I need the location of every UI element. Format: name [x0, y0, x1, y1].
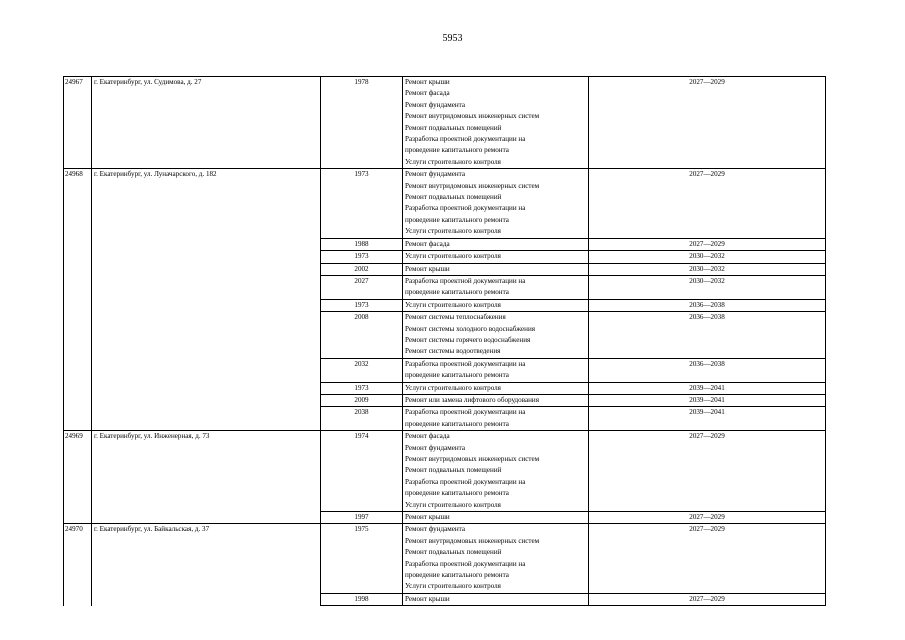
year-cell: 1988 [321, 238, 403, 250]
work-types-cell [403, 593, 589, 605]
work-type-line: Услуги строительного контроля [405, 227, 501, 236]
work-type-line: проведение капитального ремонта [405, 489, 509, 498]
work-type-line: Разработка проектной документации на [405, 276, 526, 285]
work-type-line: Ремонт системы теплоснабжения [405, 313, 506, 322]
work-types-cell [403, 524, 589, 593]
work-type-line: Ремонт подвальных помещений [405, 123, 502, 132]
work-types-cell [403, 238, 589, 250]
work-type-line: проведение капитального ремонта [405, 371, 509, 380]
planned-period-cell: 2027—2029 [589, 524, 826, 593]
planned-period-cell: 2036—2038 [589, 358, 826, 382]
work-type-line: Ремонт внутридомовых инженерных систем [405, 112, 540, 121]
year-cell: 2002 [321, 263, 403, 275]
year-cell: 1974 [321, 431, 403, 512]
work-type-line: Услуги строительного контроля [405, 300, 501, 309]
work-type-line: Ремонт фундамента [405, 170, 465, 179]
work-type-line: Ремонт подвальных помещений [405, 466, 502, 475]
planned-period-cell: 2027—2029 [589, 512, 826, 524]
year-cell: 2027 [321, 275, 403, 299]
work-types-cell [403, 512, 589, 524]
work-type-line: Ремонт крыши [405, 594, 450, 603]
address-cell: г. Екатеринбург, ул. Байкальская, д. 37 [92, 524, 321, 606]
address-cell: г. Екатеринбург, ул. Инженерная, д. 73 [92, 431, 321, 524]
table-row [64, 77, 826, 169]
address-cell: г. Екатеринбург, ул. Луначарского, д. 182 [92, 169, 321, 431]
work-type-line: Услуги строительного контроля [405, 500, 501, 509]
work-types-cell [403, 358, 589, 382]
year-cell: 2038 [321, 407, 403, 431]
work-type-line: Ремонт крыши [405, 78, 450, 86]
capital-repair-table [63, 76, 826, 606]
work-type-line: Разработка проектной документации на [405, 477, 526, 486]
object-number-cell: 24969 [64, 431, 92, 524]
program-table-container [63, 76, 826, 606]
work-types-cell [403, 394, 589, 406]
work-types-cell [403, 431, 589, 512]
work-type-line: проведение капитального ремонта [405, 419, 509, 428]
work-type-line: Ремонт фундамента [405, 525, 465, 534]
work-types-cell [403, 407, 589, 431]
work-types-cell [403, 77, 589, 169]
work-type-line: Разработка проектной документации на [405, 559, 526, 568]
work-type-line: Услуги строительного контроля [405, 383, 501, 392]
work-type-line: Ремонт фундамента [405, 443, 465, 452]
work-type-line: Ремонт крыши [405, 513, 450, 522]
work-type-line: Ремонт системы холодного водоснабжения [405, 324, 536, 333]
planned-period-cell: 2030—2032 [589, 251, 826, 263]
planned-period-cell: 2039—2041 [589, 394, 826, 406]
object-number-cell: 24970 [64, 524, 92, 606]
work-type-line: Услуги строительного контроля [405, 582, 501, 591]
planned-period-cell: 2027—2029 [589, 238, 826, 250]
work-type-line: Ремонт внутридомовых инженерных систем [405, 181, 540, 190]
year-cell: 1973 [321, 251, 403, 263]
table-body [64, 77, 826, 606]
year-cell: 1973 [321, 382, 403, 394]
work-type-line: Разработка проектной документации на [405, 135, 526, 144]
work-type-line: Ремонт фасада [405, 89, 450, 98]
work-types-cell [403, 312, 589, 359]
year-cell: 1998 [321, 593, 403, 605]
object-number-cell: 24967 [64, 77, 92, 169]
work-types-cell [403, 251, 589, 263]
work-type-line: Ремонт внутридомовых инженерных систем [405, 536, 540, 545]
work-type-line: Ремонт фасада [405, 432, 450, 441]
work-type-line: Ремонт подвальных помещений [405, 193, 502, 202]
work-type-line: Услуги строительного контроля [405, 252, 501, 261]
planned-period-cell: 2036—2038 [589, 299, 826, 311]
work-type-line: Ремонт крыши [405, 264, 450, 273]
year-cell: 1997 [321, 512, 403, 524]
planned-period-cell: 2039—2041 [589, 407, 826, 431]
year-cell: 1973 [321, 169, 403, 238]
work-types-cell [403, 275, 589, 299]
year-cell: 2008 [321, 312, 403, 359]
planned-period-cell: 2030—2032 [589, 263, 826, 275]
work-type-line: Ремонт или замена лифтового оборудования [405, 395, 539, 404]
work-type-line: Услуги строительного контроля [405, 157, 501, 166]
planned-period-cell: 2027—2029 [589, 431, 826, 512]
table-row [64, 169, 826, 238]
year-cell: 1973 [321, 299, 403, 311]
planned-period-cell: 2027—2029 [589, 593, 826, 605]
work-type-line: проведение капитального ремонта [405, 146, 509, 155]
table-row [64, 431, 826, 512]
year-cell: 1978 [321, 77, 403, 169]
year-cell: 1975 [321, 524, 403, 593]
planned-period-cell: 2036—2038 [589, 312, 826, 359]
year-cell: 2032 [321, 358, 403, 382]
work-types-cell [403, 299, 589, 311]
object-number-cell: 24968 [64, 169, 92, 431]
work-type-line: проведение капитального ремонта [405, 571, 509, 580]
planned-period-cell: 2027—2029 [589, 169, 826, 238]
planned-period-cell: 2039—2041 [589, 382, 826, 394]
work-types-cell [403, 169, 589, 238]
address-cell: г. Екатеринбург, ул. Судимова, д. 27 [92, 77, 321, 169]
work-type-line: Разработка проектной документации на [405, 359, 526, 368]
work-type-line: проведение капитального ремонта [405, 288, 509, 297]
work-type-line: Ремонт внутридомовых инженерных систем [405, 455, 540, 463]
year-cell: 2009 [321, 394, 403, 406]
work-type-line: проведение капитального ремонта [405, 215, 509, 224]
work-types-cell [403, 382, 589, 394]
planned-period-cell: 2030—2032 [589, 275, 826, 299]
work-type-line: Разработка проектной документации на [405, 408, 526, 417]
work-type-line: Разработка проектной документации на [405, 204, 526, 213]
page-number: 5953 [442, 33, 463, 44]
work-type-line: Ремонт подвальных помещений [405, 548, 502, 557]
planned-period-cell: 2027—2029 [589, 77, 826, 169]
work-type-line: Ремонт фасада [405, 239, 450, 248]
table-row [64, 524, 826, 593]
work-type-line: Ремонт системы горячего водоснабжения [405, 335, 531, 344]
work-type-line: Ремонт фундамента [405, 100, 465, 109]
work-types-cell [403, 263, 589, 275]
work-type-line: Ремонт системы водоотведения [405, 347, 501, 356]
